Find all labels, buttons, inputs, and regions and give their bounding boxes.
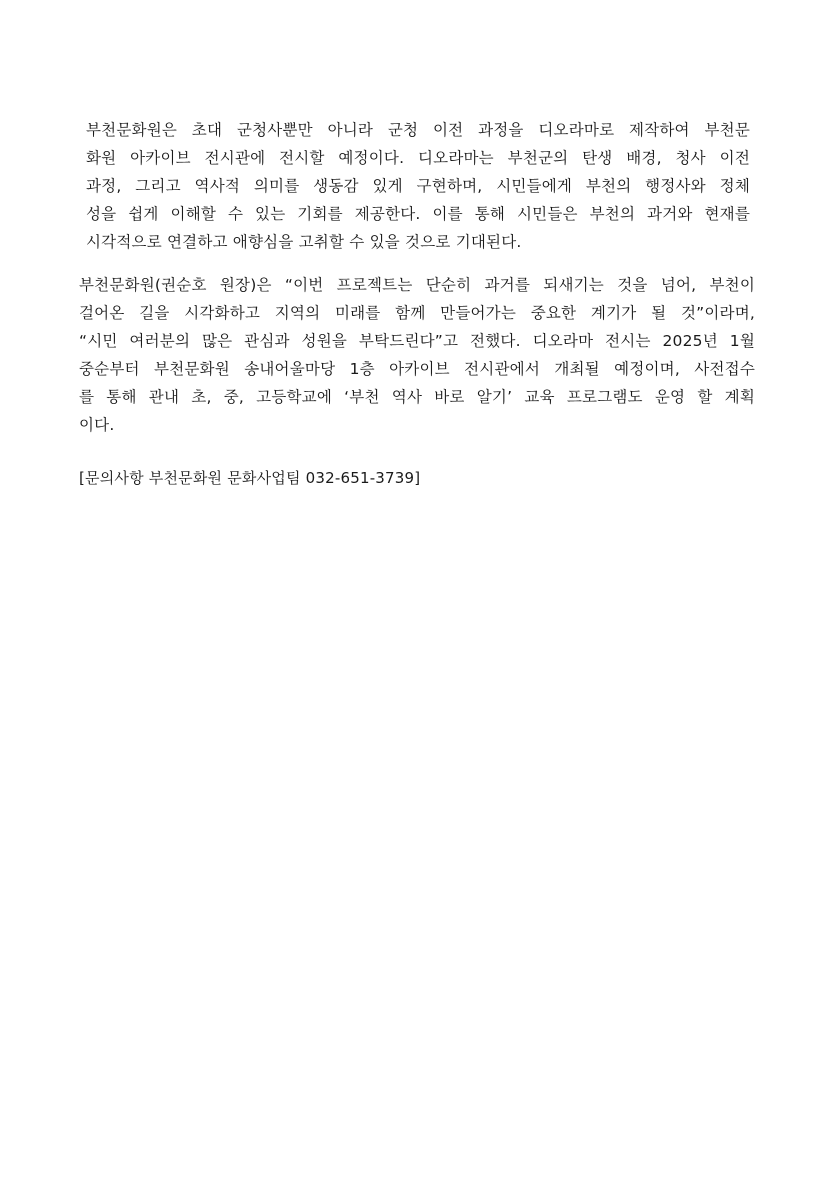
paragraph-line: 화원 아카이브 전시관에 전시할 예정이다. 디오라마는 부천군의 탄생 배경, 청사 이전	[86, 149, 750, 167]
paragraph-line: 성을 쉽게 이해할 수 있는 기회를 제공한다. 이를 통해 시민들은 부천의 과거와 현재를	[86, 205, 750, 223]
paragraph-diorama-description	[86, 116, 750, 256]
paragraph-line: 부천문화원(권순호 원장)은 “이번 프로젝트는 단순히 과거를 되새기는 것을 넘어, 부천이	[79, 276, 755, 294]
paragraph-line: 걸어온 길을 시각화하고 지역의 미래를 함께 만들어가는 중요한 계기가 될 것”이라며,	[79, 304, 755, 322]
paragraph-line: 중순부터 부천문화원 송내어울마당 1층 아카이브 전시관에서 개최될 예정이며, 사전접수	[79, 360, 755, 378]
paragraph-line: 를 통해 관내 초, 중, 고등학교에 ‘부천 역사 바로 알기’ 교육 프로그램도 운영 할 계획	[79, 388, 755, 406]
contact-info: [문의사항 부천문화원 문화사업팀 032-651-3739]	[79, 469, 421, 487]
paragraph-line: “시민 여러분의 많은 관심과 성원을 부탁드린다”고 전했다. 디오라마 전시는 2025년 1월	[79, 332, 755, 350]
paragraph-line: 시각적으로 연결하고 애향심을 고취할 수 있을 것으로 기대된다.	[86, 233, 522, 251]
paragraph-line: 과정, 그리고 역사적 의미를 생동감 있게 구현하며, 시민들에게 부천의 행정사와 정체	[86, 177, 750, 195]
paragraph-line: 이다.	[79, 416, 115, 434]
paragraph-director-quote	[79, 271, 755, 439]
paragraph-line: 부천문화원은 초대 군청사뿐만 아니라 군청 이전 과정을 디오라마로 제작하여 부천문	[86, 121, 750, 139]
